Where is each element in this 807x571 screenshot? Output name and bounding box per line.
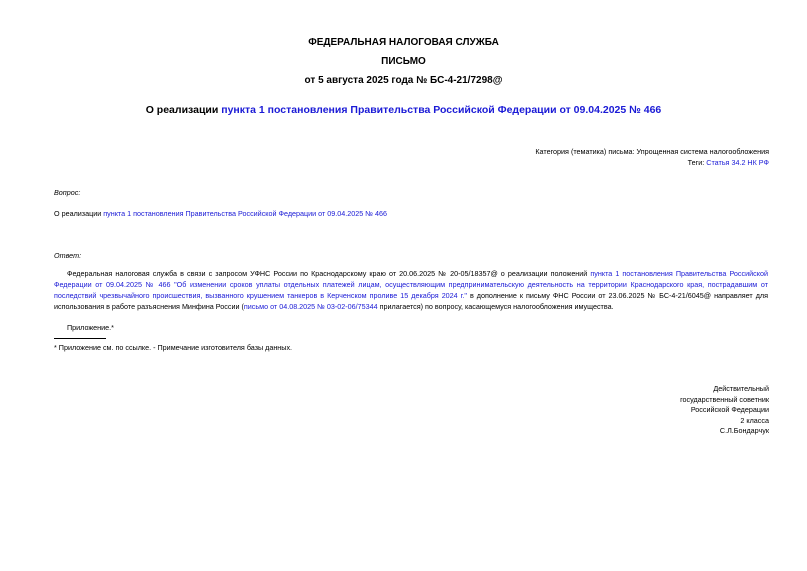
category-line: Категория (тематика) письма: Упрощенная система налогообложения — [535, 147, 769, 156]
agency-name: ФЕДЕРАЛЬНАЯ НАЛОГОВАЯ СЛУЖБА — [308, 37, 499, 48]
document-date-number: от 5 августа 2025 года № БС-4-21/7298@ — [304, 75, 503, 86]
signature-line-4: 2 класса — [740, 415, 769, 425]
signature-line-1: Действительный — [713, 384, 769, 393]
signature-line-2: государственный советник — [680, 394, 769, 404]
answer-label: Ответ: — [54, 251, 82, 260]
answer-link-decree[interactable]: пункта 1 постановления Правительства Российской Федерации от 09.04.2025 № 466 "Об изменении сроков уплаты отдельных платежей лицам, осуществляющим предпринимательскую деятельность на территории Краснодарского края, пострадавшим от последствий чрезвычайного происшествия, вызванного крушением танкеров в Керченском проливе 15 декабря 2024 г." — [54, 269, 768, 300]
answer-text-part3: прилагается) по вопросу, касающемуся налогообложения имущества. — [377, 302, 614, 311]
signature-line-3: Российской Федерации — [690, 405, 769, 415]
signature-name: С.Л.Бондарчук — [719, 426, 769, 436]
answer-text-part1: Федеральная налоговая служба в связи с запросом УФНС России по Краснодарскому краю от 20.06.2025 № 20-05/18357@ о реализации положений — [67, 269, 591, 278]
footnote: * Приложение см. по ссылке. - Примечание изготовителя базы данных. — [54, 343, 293, 352]
subject-prefix: О реализации — [145, 104, 222, 116]
tags-link[interactable]: Статья 34.2 НК РФ — [706, 158, 769, 167]
document-subject — [0, 104, 807, 116]
answer-link-minfin-letter[interactable]: письмо от 04.08.2025 № 03-02-06/75344 — [243, 302, 378, 311]
question-text — [54, 208, 387, 219]
footnote-divider — [54, 338, 106, 339]
answer-paragraph — [54, 268, 768, 312]
question-prefix: О реализации — [54, 209, 104, 218]
document-type: ПИСЬМО — [381, 56, 426, 67]
attachment-note: Приложение.* — [67, 323, 114, 332]
question-link[interactable]: пункта 1 постановления Правительства Российской Федерации от 09.04.2025 № 466 — [103, 209, 387, 218]
tags-label: Теги: — [687, 158, 707, 167]
tags-line — [688, 157, 769, 168]
answer-text-part2: в дополнение к письму ФНС России от 23.06.2025 № БС-4-21/6045@ направляет для использования в работе разъяснения Минфина России ( — [54, 291, 768, 311]
question-label: Вопрос: — [54, 188, 81, 197]
subject-link[interactable]: пункта 1 постановления Правительства Российской Федерации от 09.04.2025 № 466 — [221, 104, 662, 116]
signature-block — [680, 384, 769, 437]
